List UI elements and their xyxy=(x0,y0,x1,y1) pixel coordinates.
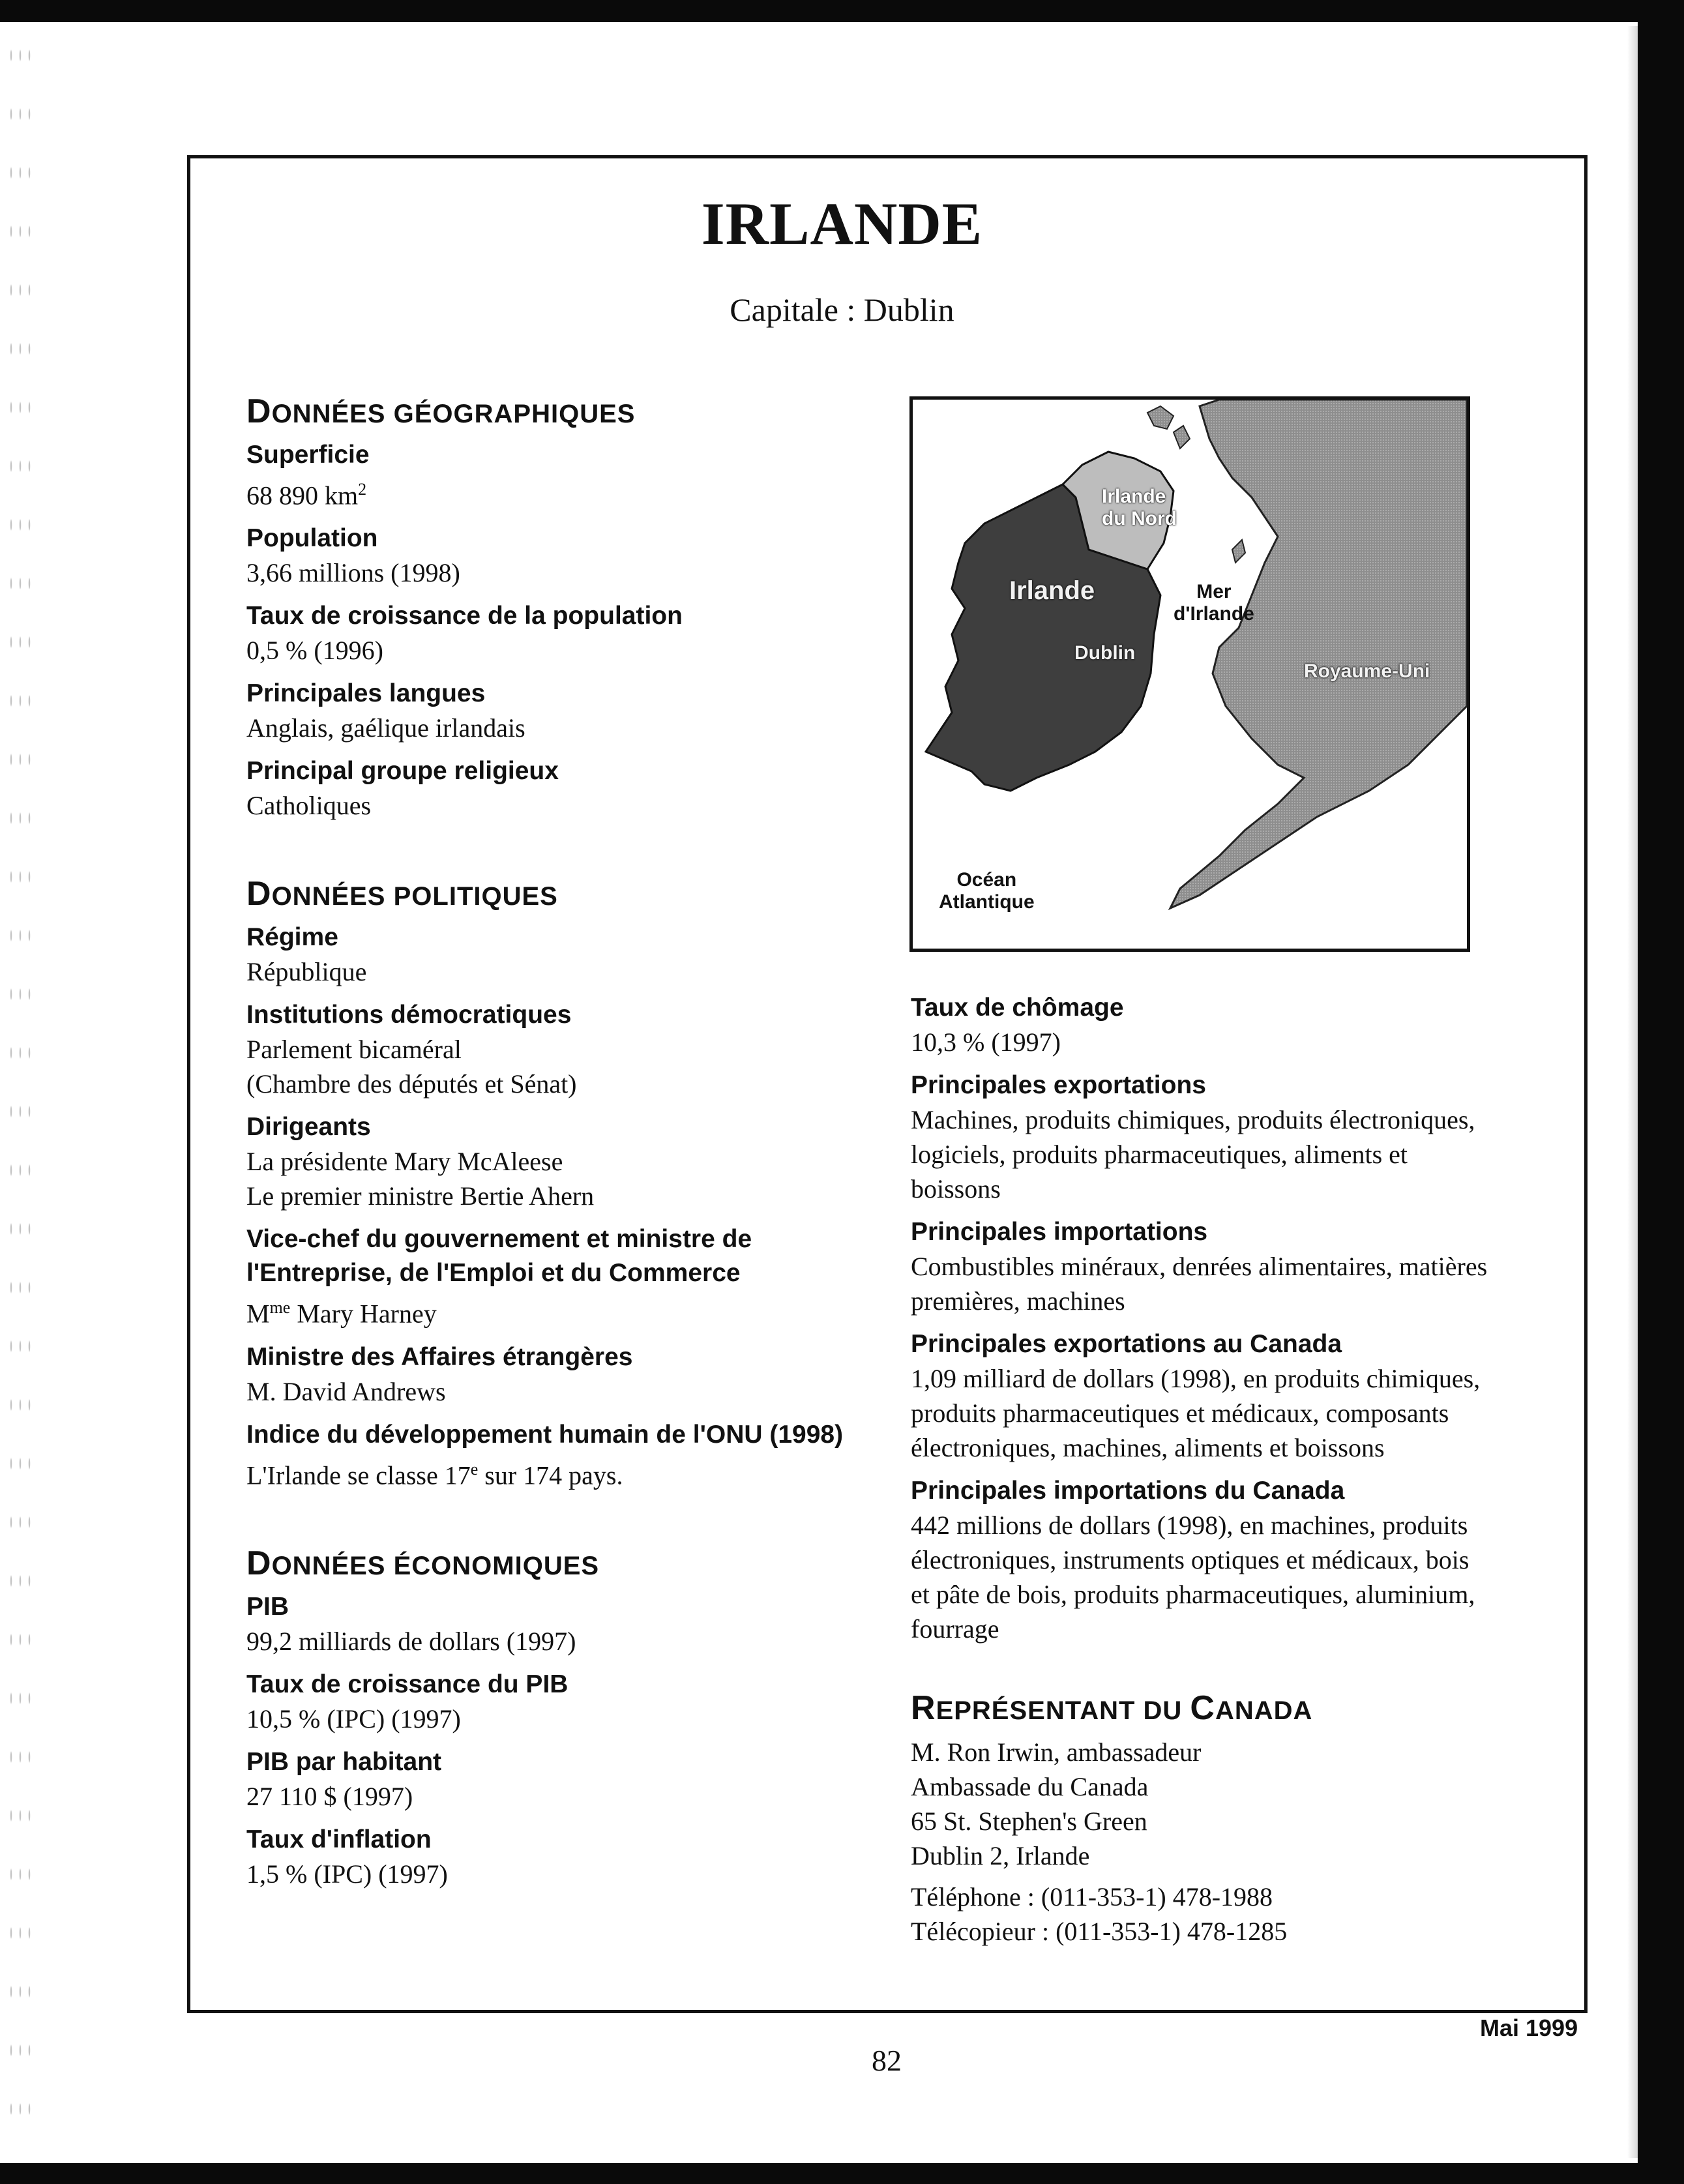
item-label: Régime xyxy=(246,923,338,952)
item-label: PIB par habitant xyxy=(246,1747,442,1776)
eco-heading: DONNÉES ÉCONOMIQUES xyxy=(246,1544,600,1582)
eco-item xyxy=(246,1590,872,1659)
item-value: 1,09 milliard de dollars (1998), en produits chimiques, xyxy=(911,1364,1481,1393)
map-label-northern-ireland: Irlande du Nord xyxy=(1102,486,1177,529)
item-label: Taux d'inflation xyxy=(246,1825,432,1853)
page-number: 82 xyxy=(872,2044,902,2077)
pol-item xyxy=(246,1110,872,1213)
scan-noise xyxy=(7,26,33,2151)
map-label-uk: Royaume-Uni xyxy=(1304,660,1430,682)
map-label-ireland: Irlande xyxy=(1009,576,1095,605)
pol-item xyxy=(246,1340,872,1409)
island-shape xyxy=(1174,426,1190,449)
item-value: République xyxy=(246,957,367,987)
rep-line: M. Ron Irwin, ambassadeur xyxy=(911,1737,1202,1767)
right-item xyxy=(911,1474,1563,1646)
geo-item xyxy=(246,522,872,590)
right-item xyxy=(911,1327,1563,1465)
item-value: Catholiques xyxy=(246,791,372,821)
item-label: Institutions démocratiques xyxy=(246,1001,572,1029)
item-value: La présidente Mary McAleese xyxy=(246,1147,563,1177)
eco-item xyxy=(246,1823,872,1891)
pol-item xyxy=(246,1418,872,1492)
rep-fax: Télécopieur : (011-353-1) 478-1285 xyxy=(911,1917,1288,1946)
item-value: électroniques, instruments optiques et médicaux, bois xyxy=(911,1545,1470,1574)
item-value: M. David Andrews xyxy=(246,1376,446,1406)
eco-item xyxy=(246,1745,872,1814)
item-label: Taux de croissance de la population xyxy=(246,602,683,630)
right-item xyxy=(911,1215,1563,1318)
item-label: Vice-chef du gouvernement et ministre de xyxy=(246,1225,752,1254)
scan-border-top xyxy=(0,0,1684,22)
item-value: Machines, produits chimiques, produits électroniques, xyxy=(911,1105,1475,1134)
right-item xyxy=(911,991,1563,1059)
left-column xyxy=(246,391,872,1891)
map-label-atlantic: Océan Atlantique xyxy=(939,869,1035,913)
right-column xyxy=(911,991,1563,1949)
item-label: Principal groupe religieux xyxy=(246,757,559,786)
item-label: Principales importations du Canada xyxy=(911,1477,1345,1505)
item-value: Le premier ministre Bertie Ahern xyxy=(246,1181,595,1211)
item-label: l'Entreprise, de l'Emploi et du Commerce xyxy=(246,1259,741,1288)
scan-page-shadow xyxy=(1627,26,1638,2158)
geo-heading: DONNÉES GÉOGRAPHIQUES xyxy=(246,392,636,430)
item-value: L'Irlande se classe 17e sur 174 pays. xyxy=(246,1459,623,1490)
item-value: fourrage xyxy=(911,1614,999,1644)
item-value: électroniques, machines, aliments et boissons xyxy=(911,1433,1385,1462)
page-title: IRLANDE xyxy=(701,190,983,257)
item-value: $M^{me}$ Mary Harney xyxy=(246,1298,437,1329)
item-label: Principales langues xyxy=(246,679,486,708)
item-value: Combustibles minéraux, denrées alimentaires, matières xyxy=(911,1252,1488,1281)
item-value: 27 110 $ (1997) xyxy=(246,1781,413,1811)
item-value: Parlement bicaméral xyxy=(246,1035,462,1065)
uk-landmass xyxy=(1170,400,1467,908)
geo-item xyxy=(246,754,872,823)
island-shape xyxy=(1147,406,1174,429)
item-label: PIB xyxy=(246,1592,289,1621)
item-value: 3,66 millions (1998) xyxy=(246,558,460,588)
item-value: 0,5 % (1996) xyxy=(246,636,383,666)
item-label: Taux de chômage xyxy=(911,994,1124,1022)
footer-date: Mai 1999 xyxy=(1480,2014,1578,2041)
scan-border-bottom xyxy=(0,2163,1684,2184)
isle-of-man xyxy=(1232,540,1245,563)
pol-heading: DONNÉES POLITIQUES xyxy=(246,875,558,913)
item-label: Superficie xyxy=(246,441,370,469)
rep-heading: REPRÉSENTANT DU CANADA xyxy=(911,1689,1313,1727)
item-label: Principales importations xyxy=(911,1218,1208,1246)
right-item xyxy=(911,1069,1563,1206)
map-label-dublin: Dublin xyxy=(1074,642,1136,664)
item-value: logiciels, produits pharmaceutiques, aliments et xyxy=(911,1140,1408,1169)
ireland-map xyxy=(909,396,1470,952)
map-label-irish-sea: Mer d'Irlande xyxy=(1174,581,1254,625)
eco-item xyxy=(246,1668,872,1736)
item-label: Taux de croissance du PIB xyxy=(246,1670,569,1698)
item-value: (Chambre des députés et Sénat) xyxy=(246,1069,577,1099)
item-value: 10,5 % (IPC) (1997) xyxy=(246,1704,461,1734)
pol-item xyxy=(246,921,872,989)
item-value: 68 890 $km^2$ xyxy=(246,480,367,510)
item-value: boissons xyxy=(911,1174,1001,1203)
rep-phone: Téléphone : (011-353-1) 478-1988 xyxy=(911,1882,1273,1911)
item-label: Principales exportations xyxy=(911,1071,1206,1099)
rep-line: 65 St. Stephen's Green xyxy=(911,1807,1147,1836)
pol-item xyxy=(246,998,872,1101)
geo-item xyxy=(246,599,872,668)
item-label: Principales exportations au Canada xyxy=(911,1330,1342,1358)
item-label: Ministre des Affaires étrangères xyxy=(246,1342,633,1371)
geo-item xyxy=(246,677,872,745)
item-value: 99,2 milliards de dollars (1997) xyxy=(246,1626,576,1656)
item-value: produits pharmaceutiques et médicaux, composants xyxy=(911,1398,1449,1428)
item-label: Indice du développement humain de l'ONU (1998) xyxy=(246,1420,844,1449)
item-label: Dirigeants xyxy=(246,1113,371,1142)
page-subtitle: Capitale : Dublin xyxy=(730,291,954,328)
item-value: et pâte de bois, produits pharmaceutiques, aluminium, xyxy=(911,1580,1475,1609)
item-value: 10,3 % (1997) xyxy=(911,1027,1061,1057)
item-value: premières, machines xyxy=(911,1286,1125,1316)
rep-line: Dublin 2, Irlande xyxy=(911,1841,1090,1870)
item-label: Population xyxy=(246,524,378,553)
rep-line: Ambassade du Canada xyxy=(911,1772,1149,1801)
geo-item xyxy=(246,438,872,512)
pol-item xyxy=(246,1222,872,1331)
item-value: 1,5 % (IPC) (1997) xyxy=(246,1859,448,1889)
item-value: 442 millions de dollars (1998), en machines, produits xyxy=(911,1511,1468,1540)
item-value: Anglais, gaélique irlandais xyxy=(246,713,525,743)
